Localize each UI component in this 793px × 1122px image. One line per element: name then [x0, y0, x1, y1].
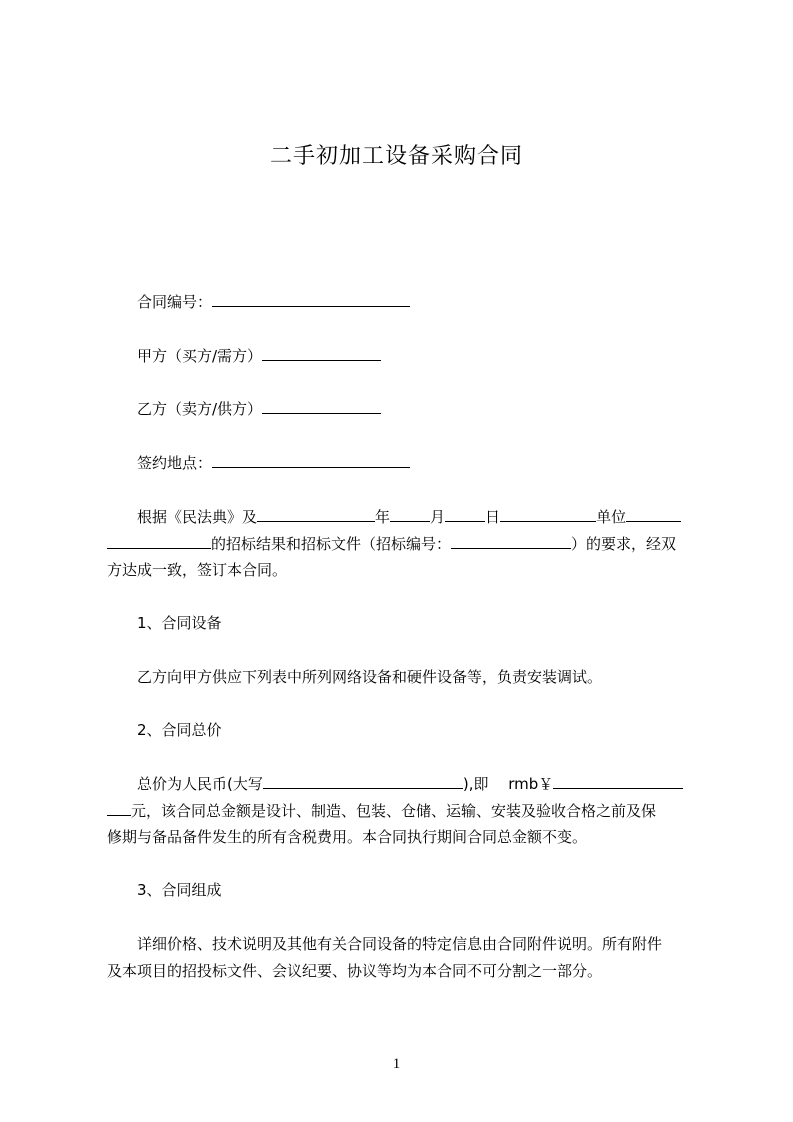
- total-price-words-field[interactable]: [263, 773, 463, 789]
- section-2-body-line-3: 修期与备品备件发生的所有含税费用。本合同执行期间合同总金额不变。: [107, 828, 588, 846]
- preamble-line-3: 方达成一致，签订本合同。: [107, 561, 288, 579]
- unit-label: 单位: [596, 508, 627, 526]
- preamble-line-1: [137, 506, 681, 527]
- section-2-heading: 2、合同总价: [137, 721, 222, 739]
- section-1-heading: 1、合同设备: [137, 614, 222, 632]
- total-price-label: 总价为人民币(大写: [137, 775, 263, 793]
- contract-number-line: [137, 291, 410, 312]
- section-2-text-c: 元，该合同总金额是设计、制造、包装、仓储、运输、安装及验收合格之前及保: [131, 802, 657, 820]
- contract-number-label: 合同编号：: [137, 293, 213, 311]
- unit-field-tail[interactable]: [626, 506, 681, 522]
- day-label: 日: [485, 508, 501, 526]
- section-3-heading: 3、合同组成: [137, 881, 222, 899]
- section-2-body-line-2: [107, 800, 656, 821]
- preamble-text-3: ）的要求，经双: [571, 535, 677, 553]
- law-date-field[interactable]: [257, 506, 375, 522]
- section-1-body: 乙方向甲方供应下列表中所列网络设备和硬件设备等，负责安装调试。: [137, 668, 603, 686]
- tender-number-field[interactable]: [451, 533, 571, 549]
- sign-place-line: [137, 452, 410, 473]
- contract-number-field[interactable]: [212, 291, 410, 307]
- day-field[interactable]: [445, 506, 485, 522]
- party-b-line: [137, 398, 381, 419]
- sign-place-label: 签约地点：: [137, 454, 213, 472]
- month-field[interactable]: [390, 506, 430, 522]
- total-price-amount-field[interactable]: [553, 773, 683, 789]
- party-a-label: 甲方（买方/需方）: [137, 347, 263, 365]
- preamble-text-1: 根据《民法典》及: [137, 508, 258, 526]
- section-2-body-line-1: [137, 773, 683, 794]
- unit-name-field[interactable]: [500, 506, 596, 522]
- preamble-text-2: 的招标结果和招标文件（招标编号：: [211, 535, 452, 553]
- section-3-body-line-2: 及本项目的招投标文件、会议纪要、协议等均为本合同不可分割之一部分。: [107, 962, 603, 980]
- unit-field-cont[interactable]: [107, 533, 211, 549]
- section-3-body-line-1: 详细价格、技术说明及其他有关合同设备的特定信息由合同附件说明。所有附件: [137, 935, 663, 953]
- party-a-line: [137, 345, 381, 366]
- total-price-amount-cont[interactable]: [107, 800, 131, 816]
- preamble-line-2: [107, 533, 676, 554]
- party-b-label: 乙方（卖方/供方）: [137, 400, 263, 418]
- sign-place-field[interactable]: [212, 452, 410, 468]
- party-b-field[interactable]: [262, 398, 381, 414]
- month-label: 月: [430, 508, 446, 526]
- party-a-field[interactable]: [262, 345, 381, 361]
- page-number: 1: [392, 1056, 401, 1072]
- total-price-rmb-label: ),即 rmb￥: [462, 775, 554, 793]
- year-label: 年: [375, 508, 391, 526]
- document-title: 二手初加工设备采购合同: [269, 144, 523, 169]
